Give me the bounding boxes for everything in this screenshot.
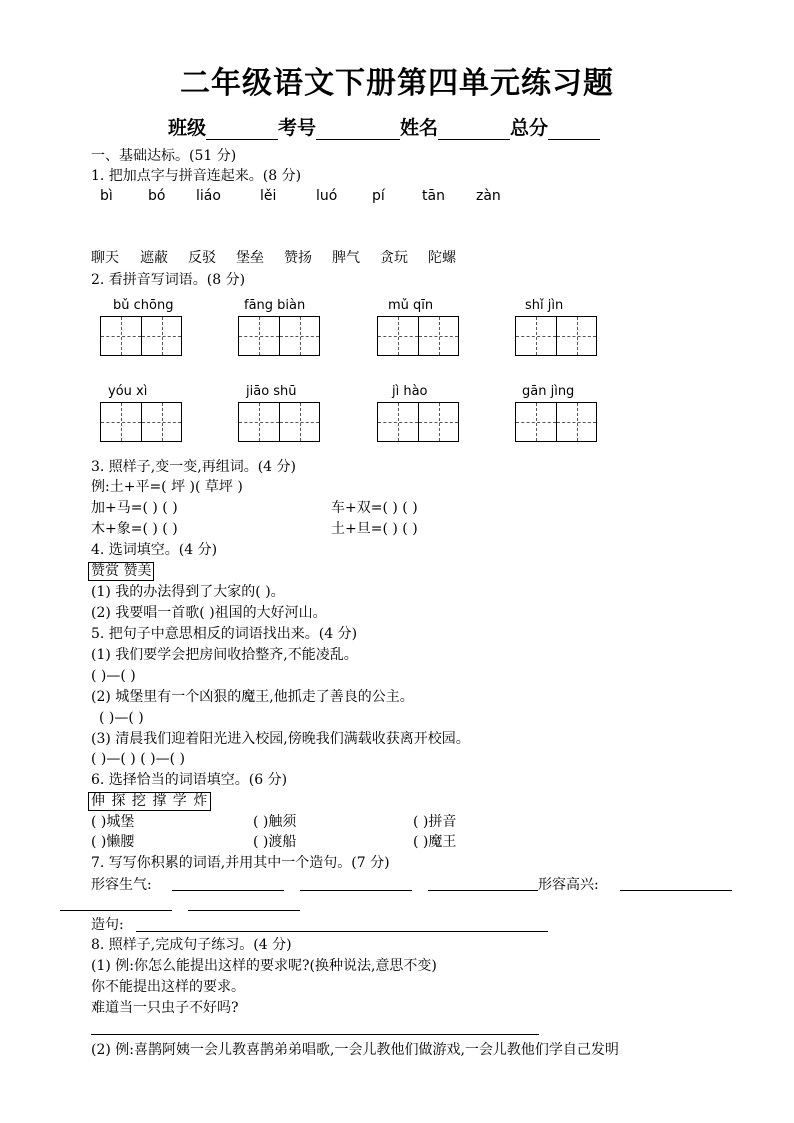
q2-pinyin-3: mǔ qīn [388,298,434,313]
name-blank[interactable] [438,121,510,140]
number-label: 考号 [278,117,317,139]
q3-item-3[interactable]: 木+象=( ) ( ) [91,521,178,537]
q8-answer-line[interactable] [91,1034,539,1035]
q7-angry-label: 形容生气: [91,877,152,893]
q7-blank[interactable] [172,890,284,891]
writing-grid[interactable] [100,402,182,442]
q8-example-2: (2) 例:喜鹊阿姨一会儿教喜鹊弟弟唱歌,一会儿教他们做游戏,一会儿教他们学自己发明 [91,1042,619,1058]
section-1-heading: 一、基础达标。(51 分) [91,148,237,164]
q4-sentence-1[interactable]: (1) 我的办法得到了大家的( )。 [91,584,285,600]
writing-grid[interactable] [238,316,320,356]
writing-grid[interactable] [238,402,320,442]
q5-sentence-1: (1) 我们要学会把房间收拾整齐,不能凌乱。 [91,647,358,663]
q1-pinyin-4: luó [316,188,338,204]
writing-grid[interactable] [100,316,182,356]
q1-word-5: 脾气 [332,250,360,266]
q1-word-0: 聊天 [91,250,119,266]
score-blank[interactable] [548,121,600,140]
q7-blank[interactable] [620,890,732,891]
q1-word-7: 陀螺 [428,250,456,266]
q2-pinyin-8: gān jìng [522,384,575,399]
q1-pinyin-2: liáo [196,188,221,204]
writing-grid[interactable] [515,316,597,356]
q1-word-3: 堡垒 [236,250,264,266]
q2-pinyin-1: bǔ chōng [113,298,174,313]
q7-blank[interactable] [188,910,300,911]
q5-sentence-2: (2) 城堡里有一个凶狠的魔王,他抓走了善良的公主。 [91,689,414,705]
q6-item-6[interactable]: ( )魔王 [413,834,457,850]
q5-sentence-3: (3) 清晨我们迎着阳光进入校园,傍晚我们满载收获离开校园。 [91,731,470,747]
q6-item-3[interactable]: ( )拼音 [413,814,457,830]
q1-word-6: 贪玩 [380,250,408,266]
q5-answer-1[interactable]: ( )—( ) [91,668,136,684]
q1-pinyin-1: bó [148,188,166,204]
q1-pinyin-0: bì [100,188,113,204]
q3-title: 3. 照样子,变一变,再组词。(4 分) [91,459,296,475]
q7-blank[interactable] [428,890,538,891]
q5-answer-2[interactable]: ( )—( ) [99,710,144,726]
q8-example-1: (1) 例:你怎么能提出这样的要求呢?(换种说法,意思不变) [91,958,437,974]
q2-pinyin-2: fāng biàn [244,298,306,313]
q1-word-2: 反驳 [188,250,216,266]
q7-happy-label: 形容高兴: [538,877,599,893]
writing-grid[interactable] [377,316,459,356]
number-blank[interactable] [316,121,400,140]
q5-title: 5. 把句子中意思相反的词语找出来。(4 分) [91,626,358,642]
writing-grid[interactable] [515,402,597,442]
q3-item-2[interactable]: 车+双=( ) ( ) [331,500,418,516]
q1-pinyin-6: tān [422,188,445,204]
writing-grid[interactable] [377,402,459,442]
q6-item-4[interactable]: ( )懒腰 [91,834,135,850]
q6-title: 6. 选择恰当的词语填空。(6 分) [91,772,288,788]
q6-item-2[interactable]: ( )触须 [253,814,297,830]
q7-sentence-label: 造句: [91,917,124,933]
q8-example-1-answer: 你不能提出这样的要求。 [91,979,245,995]
q7-title: 7. 写写你积累的词语,并用其中一个造句。(7 分) [91,855,390,871]
q7-blank[interactable] [300,890,412,891]
q1-pinyin-7: zàn [476,188,501,204]
q4-word-options: 赞赏 赞美 [88,562,154,581]
q1-pinyin-5: pí [372,188,385,204]
q6-item-5[interactable]: ( )渡船 [253,834,297,850]
student-info-header [168,113,600,140]
q7-blank[interactable] [60,910,172,911]
q2-pinyin-4: shǐ jìn [525,298,564,313]
score-label: 总分 [510,117,549,139]
q2-title: 2. 看拼音写词语。(8 分) [91,272,246,288]
q6-item-1[interactable]: ( )城堡 [91,814,135,830]
q8-question-1: 难道当一只虫子不好吗? [91,1000,239,1016]
q6-word-options: 伸 探 挖 撑 学 炸 [88,792,211,811]
q5-answer-3[interactable]: ( )—( ) ( )—( ) [91,751,185,767]
q1-word-4: 赞扬 [284,250,312,266]
class-blank[interactable] [206,121,278,140]
class-label: 班级 [168,117,207,139]
q2-pinyin-5: yóu xì [108,384,148,399]
q2-pinyin-6: jiāo shū [246,384,297,399]
q4-sentence-2[interactable]: (2) 我要唱一首歌( )祖国的大好河山。 [91,605,327,621]
q3-example: 例:土+平=( 坪 )( 草坪 ) [91,479,243,495]
q1-word-1: 遮蔽 [140,250,168,266]
page-title: 二年级语文下册第四单元练习题 [180,66,614,101]
q1-pinyin-3: lěi [260,188,277,204]
q8-title: 8. 照样子,完成句子练习。(4 分) [91,937,292,953]
q3-item-1[interactable]: 加+马=( ) ( ) [91,500,178,516]
q3-item-4[interactable]: 土+旦=( ) ( ) [331,521,418,537]
q2-pinyin-7: jì hào [392,384,428,399]
name-label: 姓名 [400,117,439,139]
q1-title: 1. 把加点字与拼音连起来。(8 分) [91,168,302,184]
q7-sentence-line[interactable] [136,931,548,932]
q4-title: 4. 选词填空。(4 分) [91,542,218,558]
